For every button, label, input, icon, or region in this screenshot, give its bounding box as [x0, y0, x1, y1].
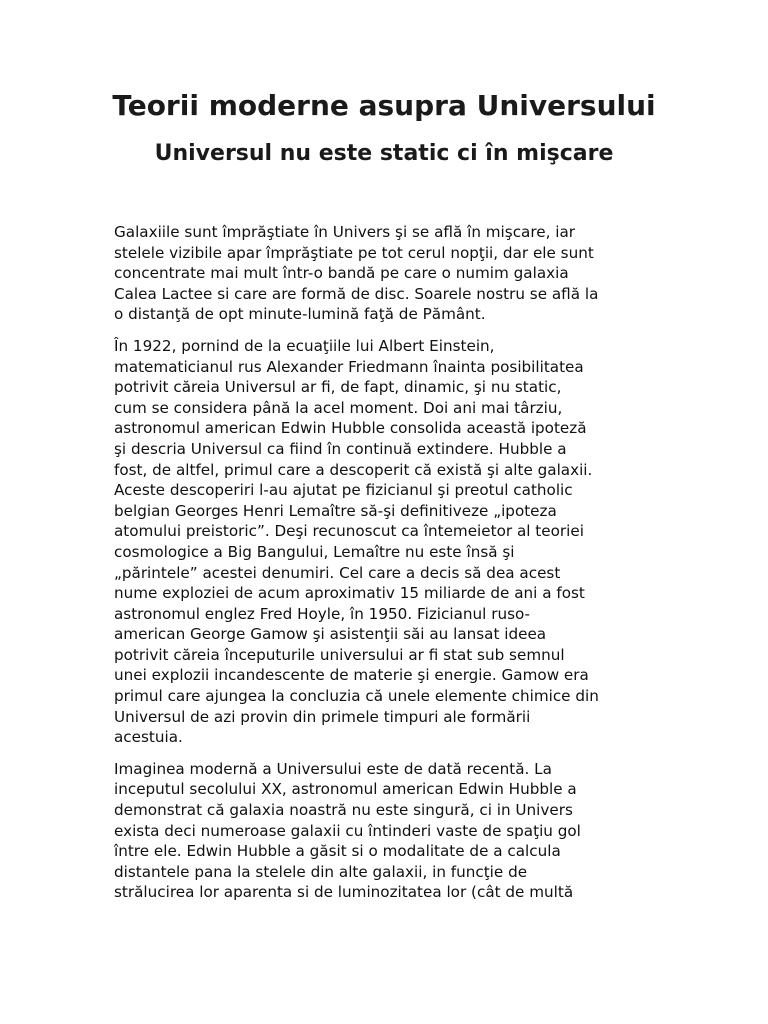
text-line: astronomul englez Fred Hoyle, în 1950. Fizicianul ruso- [114, 604, 531, 623]
text-line: nume exploziei de acum aproximativ 15 miliarde de ani a fost [114, 584, 585, 603]
text-line: În 1922, pornind de la ecuaţiile lui Albert Einstein, [114, 336, 495, 355]
body-text [114, 222, 662, 914]
text-line: demonstrat că galaxia noastră nu este singură, ci in Univers [114, 801, 573, 820]
text-line: distantele pana la stelele din alte galaxii, in funcţie de [114, 862, 528, 881]
paragraph-3 [114, 759, 662, 903]
text-line: inceputul secolului XX, astronomul american Edwin Hubble a [114, 780, 577, 799]
text-line: Aceste descoperiri l-au ajutat pe fizicianul şi preotul catholic [114, 481, 573, 500]
text-line: potrivit căreia Universul ar fi, de fapt, dinamic, şi nu static, [114, 378, 562, 397]
text-line: atomului preistoric”. Deşi recunoscut ca întemeietor al teoriei [114, 522, 584, 541]
paragraph-1 [114, 222, 662, 325]
text-line: strălucirea lor aparenta si de luminozitatea lor (cât de multă [114, 883, 574, 902]
text-line: Galaxiile sunt împrăştiate în Univers şi se află în mişcare, iar [114, 223, 576, 241]
text-line: „părintele” acestei denumiri. Cel care a decis să dea acest [114, 563, 561, 582]
text-line: stelele vizibile apar împrăştiate pe tot cerul nopţii, dar ele sunt [114, 243, 594, 262]
text-line: o distanţă de opt minute-lumină faţă de Pământ. [114, 305, 486, 324]
page-subtitle: Universul nu este static ci în mişcare [154, 141, 614, 166]
text-line: Universul de azi provin din primele timpuri ale formării [114, 707, 531, 726]
text-line: Calea Lactee si care are formă de disc. Soarele nostru se află la [114, 284, 599, 303]
text-line: american George Gamow şi asistenţii săi au lansat ideea [114, 625, 547, 644]
text-line: fost, de altfel, primul care a descoperit că există şi alte galaxii. [114, 460, 593, 479]
text-line: matematicianul rus Alexander Friedmann înainta posibilitatea [114, 357, 584, 376]
paragraph-2 [114, 336, 662, 748]
text-line: cosmologice a Big Bangului, Lemaître nu este însă şi [114, 542, 515, 561]
text-line: şi descria Universul ca fiind în continuă extindere. Hubble a [114, 439, 567, 458]
text-line: concentrate mai mult într-o bandă pe care o numim galaxia [114, 264, 569, 283]
text-line: între ele. Edwin Hubble a găsit si o modalitate de a calcula [114, 842, 561, 861]
text-line: Imaginea modernă a Universului este de dată recentă. La [114, 759, 552, 778]
text-line: belgian Georges Henri Lemaître să-şi definitiveze „ipoteza [114, 501, 557, 520]
text-line: unei explozii incandescente de materie şi energie. Gamow era [114, 666, 589, 685]
page-title: Teorii moderne asupra Universului [112, 89, 656, 122]
text-line: astronomul american Edwin Hubble consolida această ipoteză [114, 419, 587, 438]
text-line: primul care ajungea la concluzia că unele elemente chimice din [114, 687, 599, 706]
text-line: acestuia. [114, 728, 183, 747]
text-line: cum se considera până la acel moment. Doi ani mai târziu, [114, 398, 563, 417]
text-line: exista deci numeroase galaxii cu întinderi vaste de spaţiu gol [114, 821, 581, 840]
text-line: potrivit căreia începuturile universului ar fi stat sub semnul [114, 645, 565, 664]
